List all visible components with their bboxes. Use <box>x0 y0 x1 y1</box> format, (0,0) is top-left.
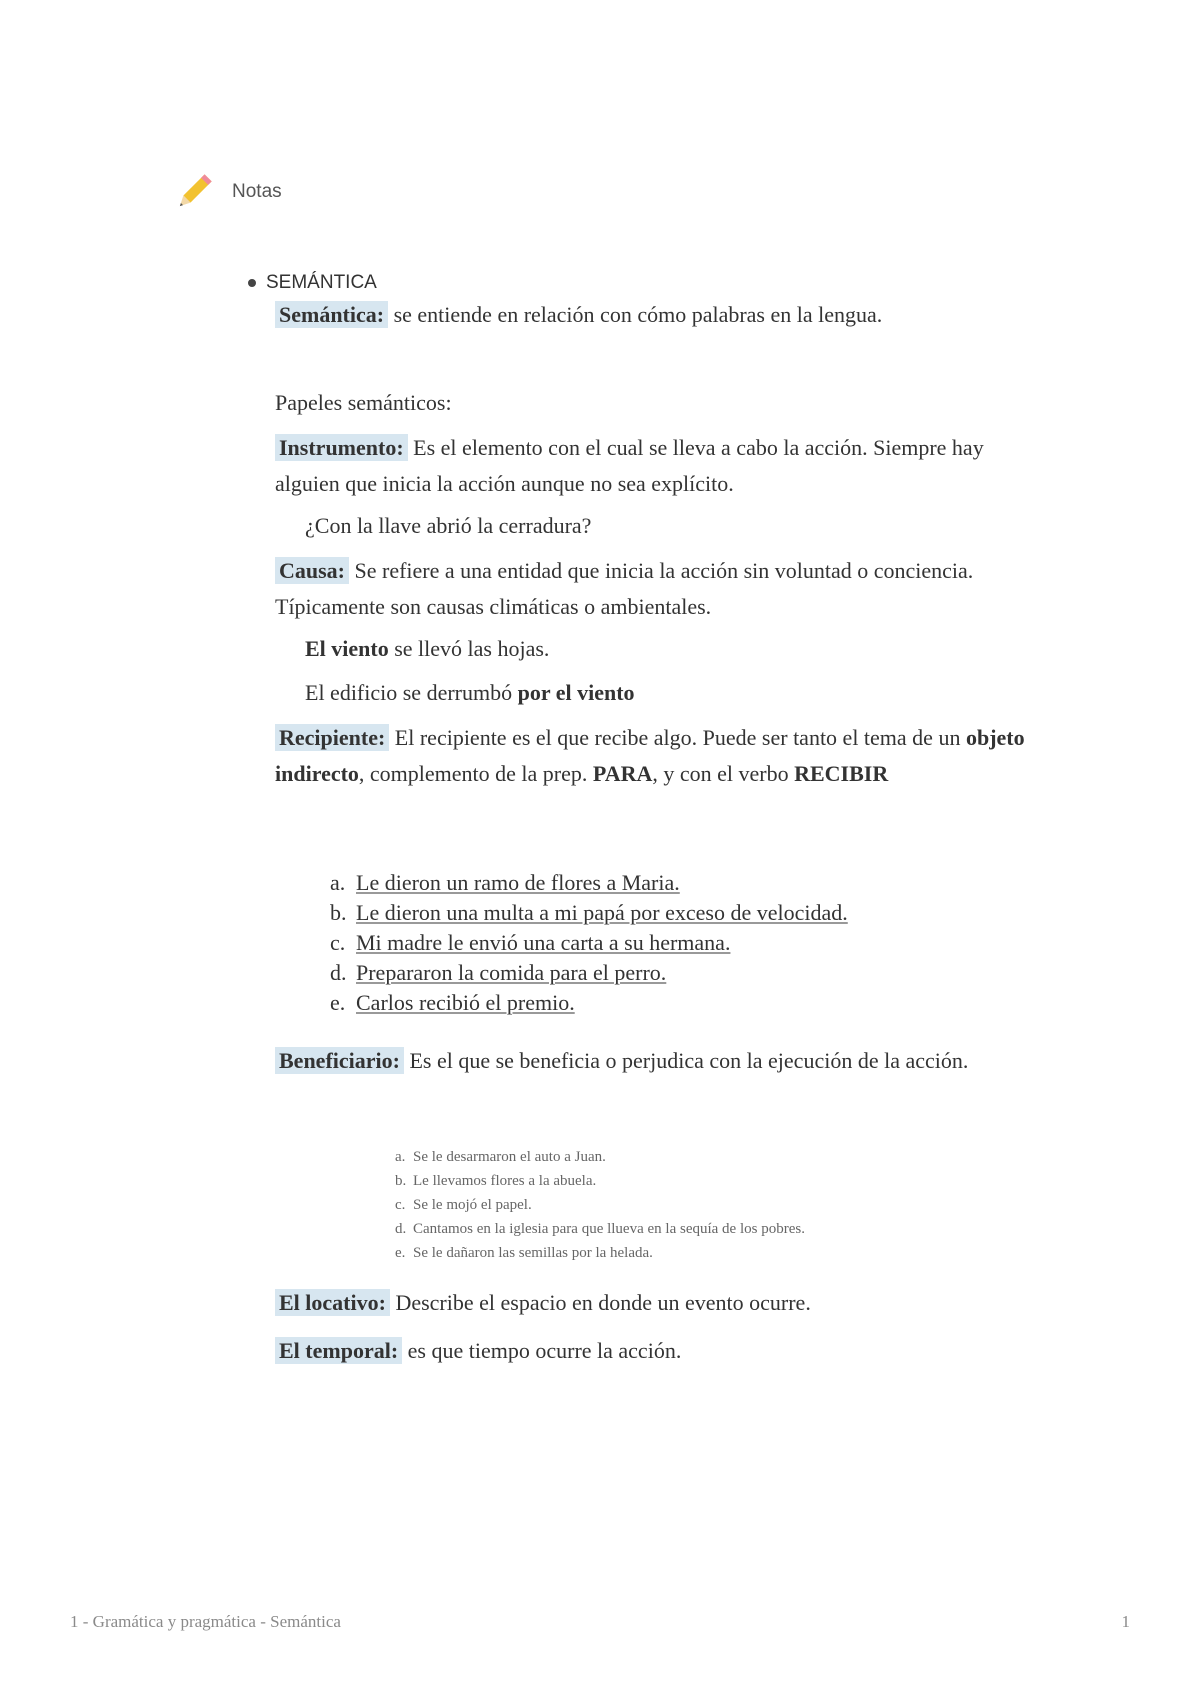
causa-paragraph <box>275 553 1035 625</box>
beneficiario-examples <box>395 1145 915 1265</box>
temporal-term: El temporal: <box>275 1337 402 1364</box>
beneficiario-paragraph: Beneficiario: Es el que se beneficia o perjudica con la ejecución de la acción. <box>275 1043 1035 1079</box>
subheading: Papeles semánticos: <box>275 390 452 415</box>
causa-term: Causa: <box>275 557 349 584</box>
list-item: e. Se le dañaron las semillas por la helada. <box>395 1245 653 1261</box>
section-title-text: SEMÁNTICA <box>266 272 377 293</box>
recipiente-examples <box>330 868 1030 1018</box>
temporal-paragraph: El temporal: es que tiempo ocurre la acción. <box>275 1333 1035 1369</box>
causa-text: Se refiere a una entidad que inicia la acción sin voluntad o conciencia. Típicamente son causas climáticas o ambientales. <box>275 558 974 619</box>
list-item: a. Se le desarmaron el auto a Juan. <box>395 1149 606 1165</box>
list-item: d. Prepararon la comida para el perro. <box>330 960 667 985</box>
page-footer <box>70 1612 1130 1632</box>
page-number: 1 <box>1121 1612 1130 1631</box>
list-item: d. Cantamos en la iglesia para que llueva en la sequía de los pobres. <box>395 1221 805 1237</box>
instrumento-text: Es el elemento con el cual se lleva a cabo la acción. Siempre hay alguien que inicia la acción aunque no sea explícito. <box>275 435 984 496</box>
bullet-dot-icon <box>248 279 256 287</box>
definition-text: se entiende en relación con cómo palabras en la lengua. <box>388 302 883 327</box>
pencil-icon <box>170 168 218 216</box>
list-item: e. Carlos recibió el premio. <box>330 990 575 1015</box>
list-item: c. Mi madre le envió una carta a su hermana. <box>330 930 731 955</box>
list-item: b. Le dieron una multa a mi papá por exceso de velocidad. <box>330 900 848 925</box>
causa-example-2: El edificio se derrumbó por el viento <box>305 680 635 705</box>
recipiente-paragraph: Recipiente: El recipiente es el que recibe algo. Puede ser tanto el tema de un objeto indirecto, complemento de la prep. PARA, y con el verbo RECIBIR <box>275 725 1025 786</box>
definition-paragraph <box>275 297 1035 333</box>
recipiente-term: Recipiente: <box>275 724 389 751</box>
causa-example-1: El viento se llevó las hojas. <box>305 636 550 661</box>
footer-left: 1 - Gramática y pragmática - Semántica <box>70 1612 341 1631</box>
list-item: b. Le llevamos flores a la abuela. <box>395 1173 597 1189</box>
locativo-term: El locativo: <box>275 1289 390 1316</box>
header-label: Notas <box>232 181 282 202</box>
locativo-paragraph: El locativo: Describe el espacio en donde un evento ocurre. <box>275 1285 1035 1321</box>
instrumento-paragraph <box>275 430 1035 502</box>
instrumento-example: ¿Con la llave abrió la cerradura? <box>305 513 592 538</box>
section-title <box>248 265 377 301</box>
page-header <box>170 168 282 216</box>
beneficiario-term: Beneficiario: <box>275 1047 404 1074</box>
definition-term: Semántica: <box>275 301 388 328</box>
instrumento-term: Instrumento: <box>275 434 408 461</box>
list-item: c. Se le mojó el papel. <box>395 1197 532 1213</box>
list-item: a. Le dieron un ramo de flores a Maria. <box>330 870 680 895</box>
